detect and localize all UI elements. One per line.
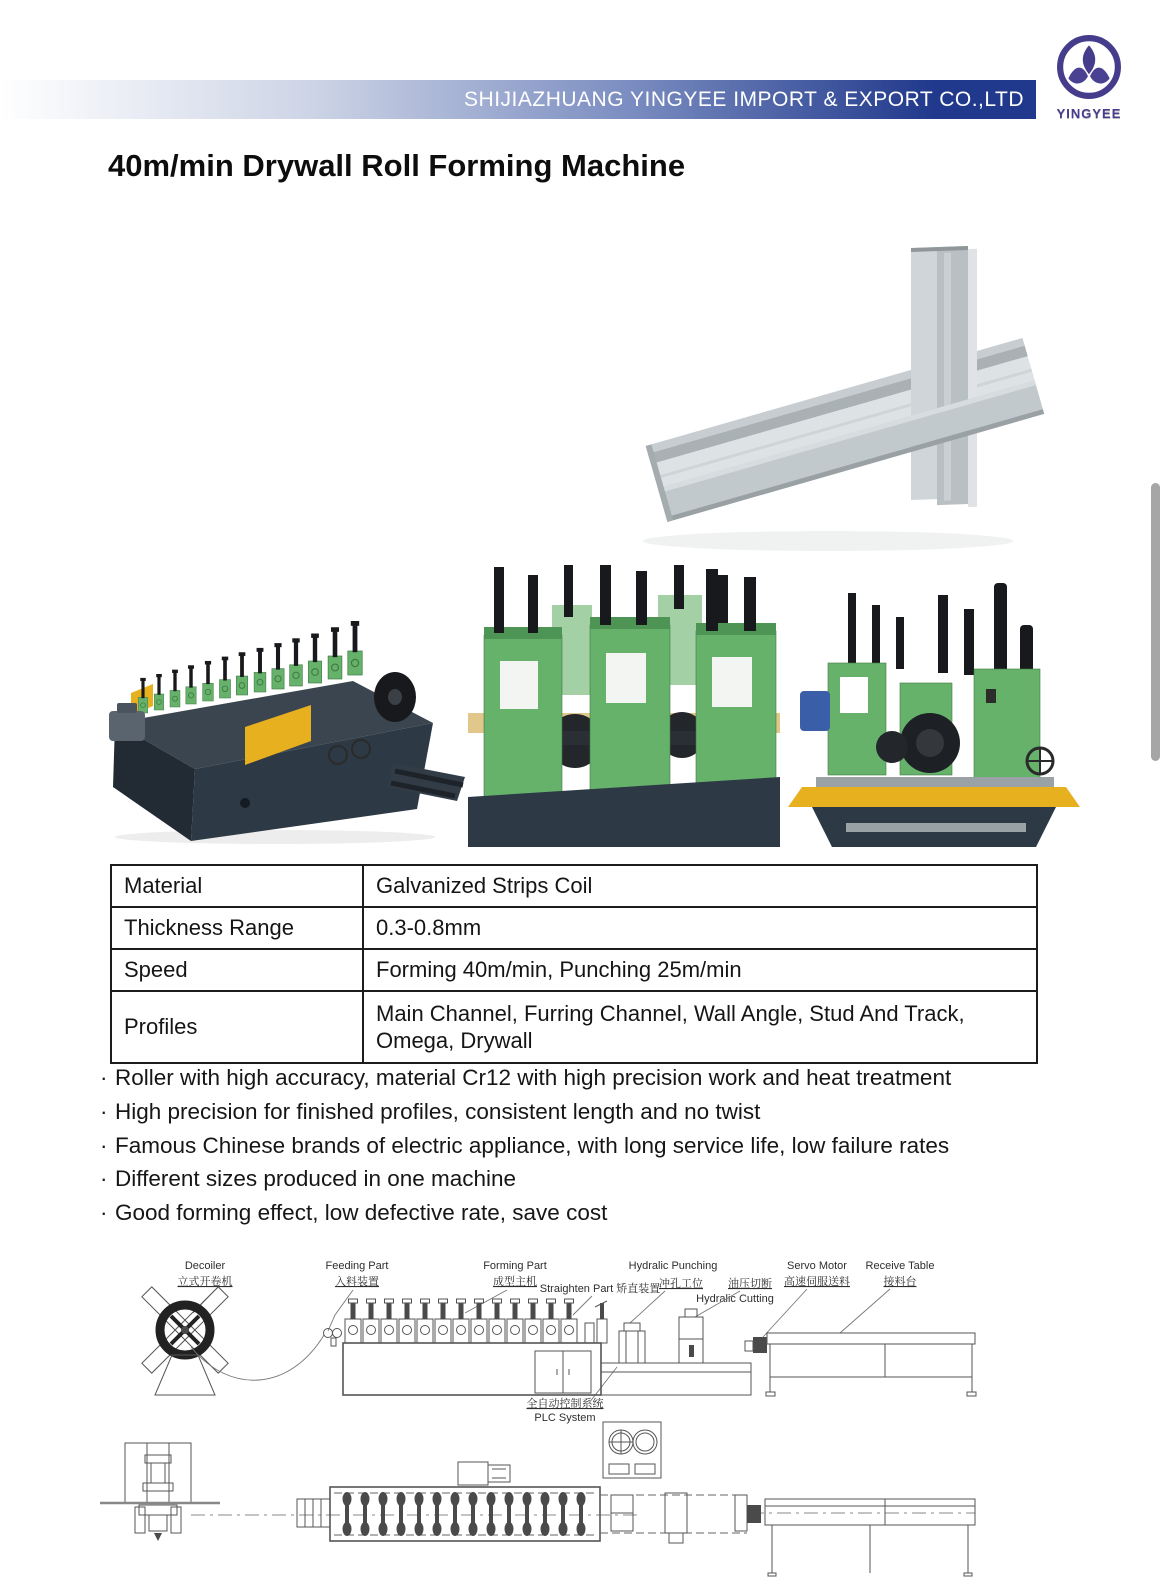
plan-view [100,1422,975,1576]
straightener-drawing [585,1301,607,1343]
stud-and-track-product-photo [618,196,1072,583]
feature-item: · Roller with high accuracy, material Cr12 with high precision work and heat treatment [100,1066,1065,1091]
label-cutting-en: Hydralic Cutting [696,1293,774,1305]
label-feeding-zh: 入料装置 [335,1276,379,1288]
header-bar [0,80,1036,119]
machine-photo-side-view [95,565,470,847]
decoiler-drawing [142,1287,228,1395]
roller-stand [696,569,776,800]
cutting-unit-drawing [679,1309,703,1363]
feature-list [100,1066,1065,1235]
roller-stand [484,567,562,800]
feature-item: · Different sizes produced in one machine [100,1167,1065,1192]
page-title: 40m/min Drywall Roll Forming Machine [108,148,686,183]
logo-text: YINGYEE [1056,106,1122,121]
label-straighten: Straighten Part 矫直装置 [539,1283,661,1295]
feature-item: · Good forming effect, low defective rate, save cost [100,1201,1065,1226]
spec-value: Forming 40m/min, Punching 25m/min [363,949,1037,991]
table-row [111,991,1037,1063]
spec-label: Material [111,865,363,907]
hydraulic-station-drawing [603,1422,661,1478]
stud-profile [911,246,977,509]
label-plc-zh: 全自动控制系统 [526,1398,604,1410]
machine-layout-diagram [95,1245,1155,1594]
yingyee-logo-icon [1056,34,1122,100]
label-cutting-zh: 油压切断 [728,1278,772,1290]
machine-photo-closeup [468,565,780,847]
label-receive-zh: 接料台 [883,1276,917,1288]
label-punching-zh: 冲孔工位 [659,1278,703,1290]
spec-value: 0.3-0.8mm [363,907,1037,949]
spec-value: Galvanized Strips Coil [363,865,1037,907]
receive-table-drawing [766,1333,976,1396]
punching-unit-drawing [619,1323,645,1363]
spec-value: Main Channel, Furring Channel, Wall Angle, Stud And Track, Omega, Drywall [363,991,1037,1063]
scrollbar-thumb[interactable] [1151,483,1160,761]
label-forming-zh: 成型主机 [493,1276,537,1288]
label-receive-en: Receive Table [865,1260,935,1272]
label-punching-en: Hydralic Punching [628,1260,718,1272]
label-servo-en: Servo Motor [787,1260,847,1272]
spec-label: Speed [111,949,363,991]
table-row [111,949,1037,991]
label-servo-zh: 高速伺服送料 [784,1276,850,1288]
label-decoiler-en: Decoiler [184,1260,226,1272]
spec-table [110,864,1038,1064]
company-name: SHIJIAZHUANG YINGYEE IMPORT & EXPORT CO.,LTD [464,87,1024,111]
table-row [111,865,1037,907]
machine-photo-end-view [788,565,1082,847]
company-logo [1046,34,1132,121]
label-plc-en: PLC System [534,1412,596,1424]
label-forming-en: Forming Part [483,1260,547,1272]
spec-label: Thickness Range [111,907,363,949]
label-feeding-en: Feeding Part [325,1260,389,1272]
feature-item: · Famous Chinese brands of electric appliance, with long service life, low failure rates [100,1134,1065,1159]
table-row [111,907,1037,949]
spec-label: Profiles [111,991,363,1063]
label-decoiler-zh: 立式开卷机 [177,1276,233,1288]
feature-item: · High precision for finished profiles, consistent length and no twist [100,1100,1065,1125]
